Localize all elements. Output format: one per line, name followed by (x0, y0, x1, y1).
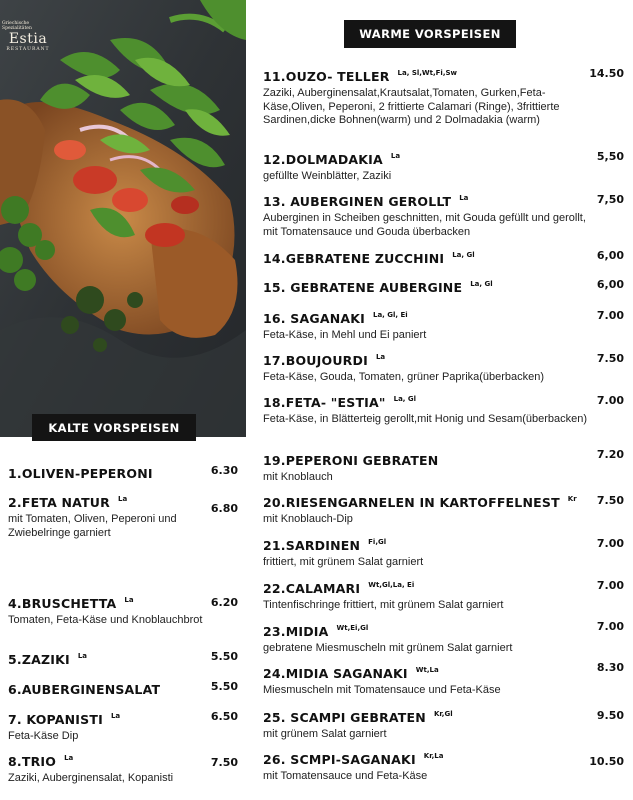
item-name: 13. AUBERGINEN GEROLLT (263, 194, 452, 209)
menu-item (263, 663, 593, 698)
item-price: 5,50 (596, 150, 624, 163)
item-description: Feta-Käse, in Mehl und Ei paniert (263, 329, 427, 341)
item-allergens: La (64, 754, 74, 762)
item-allergens: La (117, 495, 128, 503)
item-price: 7.00 (596, 620, 624, 633)
item-price: 6,00 (596, 278, 624, 291)
menu-item (263, 191, 593, 239)
item-price: 6.80 (210, 502, 238, 515)
item-description: Zaziki, Auberginensalat, Kopanisti (8, 772, 174, 784)
item-name: 22.CALAMARI (263, 581, 361, 596)
menu-item (263, 621, 593, 656)
restaurant-logo (2, 6, 54, 66)
item-price: 7.50 (210, 756, 238, 769)
item-description: mit Knoblauch (263, 471, 333, 483)
item-description: mit Tomaten, Oliven, Peperoni und Zwiebelringe garniert (8, 513, 177, 539)
menu-item (8, 649, 203, 668)
item-name: 8.TRIO (8, 754, 57, 769)
item-name: 16. SAGANAKI (263, 311, 365, 326)
item-description: Zaziki, Auberginensalat,Krautsalat,Tomaten, Gurken,Feta-Käse,Oliven, Peperoni, 2 frittierte Calamari (Ringe), 3frittierte Sardinen,dicke Bohnen(warm) und 2 Dolmadakia (warm) (263, 87, 560, 126)
kalte-vorspeisen-heading: KALTE VORSPEISEN (32, 414, 196, 441)
item-name: 12.DOLMADAKIA (263, 152, 383, 167)
item-allergens: La, Gl (470, 280, 493, 288)
item-price: 10.50 (589, 755, 624, 768)
item-allergens: La (390, 152, 401, 160)
item-name: 11.OUZO- TELLER (263, 69, 390, 84)
item-name: 1.OLIVEN-PEPERONI (8, 466, 153, 481)
item-name: 26. SCMPI-SAGANAKI (263, 752, 416, 767)
item-allergens: Kr,Gl (433, 710, 453, 718)
item-price: 7.00 (596, 309, 624, 322)
item-price: 8.30 (596, 661, 624, 674)
menu-item (263, 392, 593, 427)
logo-main-text: Estia (8, 30, 48, 47)
menu-item (263, 308, 593, 343)
item-allergens: La, Gl (393, 395, 417, 403)
item-price: 7.00 (596, 579, 624, 592)
item-name: 17.BOUJOURDI (263, 353, 368, 368)
menu-item (8, 679, 203, 698)
item-name: 20.RIESENGARNELEN IN KARTOFFELNEST (263, 495, 560, 510)
item-name: 18.FETA- "ESTIA" (263, 395, 386, 410)
item-price: 7.50 (596, 494, 624, 507)
item-price: 9.50 (596, 709, 624, 722)
menu-item (263, 492, 593, 527)
item-name: 21.SARDINEN (263, 538, 361, 553)
item-allergens: La, Sl,Wt,Fi,Sw (397, 69, 458, 77)
menu-item (263, 707, 593, 742)
item-description: Tintenfischringe frittiert, mit grünem Salat garniert (263, 599, 504, 611)
item-description: Feta-Käse, in Blätterteig gerollt,mit Honig und Sesam(überbacken) (263, 413, 588, 425)
menu-item (8, 593, 203, 628)
item-name: 23.MIDIA (263, 624, 329, 639)
item-price: 6.20 (210, 596, 238, 609)
item-name: 25. SCAMPI GEBRATEN (263, 710, 426, 725)
item-price: 14.50 (589, 67, 624, 80)
menu-item (8, 751, 203, 786)
item-name: 2.FETA NATUR (8, 495, 110, 510)
item-name: 15. GEBRATENE AUBERGINE (263, 280, 463, 295)
item-description: mit grünem Salat garniert (263, 728, 387, 740)
item-allergens: Fi,Gl (368, 538, 387, 546)
item-allergens: La, Gl (452, 251, 475, 259)
menu-item (263, 578, 593, 613)
item-description: Feta-Käse, Gouda, Tomaten, grüner Paprika(überbacken) (263, 371, 545, 383)
item-price: 7,50 (596, 193, 624, 206)
item-name: 6.AUBERGINENSALAT (8, 682, 161, 697)
item-name: 5.ZAZIKI (8, 652, 70, 667)
item-name: 4.BRUSCHETTA (8, 596, 117, 611)
menu-item (8, 709, 203, 744)
menu-item (8, 463, 203, 482)
item-price: 7.50 (596, 352, 624, 365)
menu-item (263, 535, 593, 570)
item-price: 7.20 (596, 448, 624, 461)
item-price: 7.00 (596, 394, 624, 407)
menu-item (263, 248, 593, 267)
item-allergens: Kr (567, 495, 577, 503)
menu-item (263, 749, 593, 784)
item-price: 6.50 (210, 710, 238, 723)
item-name: 24.MIDIA SAGANAKI (263, 666, 408, 681)
item-name: 14.GEBRATENE ZUCCHINI (263, 251, 445, 266)
warme-vorspeisen-heading: WARME VORSPEISEN (344, 20, 516, 48)
item-allergens: Wt,Ei,Gl (336, 624, 369, 632)
item-allergens: Wt,Gl,La, Ei (368, 581, 415, 589)
item-description: Miesmuscheln mit Tomatensauce und Feta-Käse (263, 684, 501, 696)
item-price: 6,00 (596, 249, 624, 262)
menu-item (263, 450, 593, 485)
item-price: 7.00 (596, 537, 624, 550)
item-description: mit Tomatensauce und Feta-Käse (263, 770, 428, 782)
menu-item (8, 492, 203, 540)
logo-top-text: Griechische Spezialitäten (2, 20, 32, 31)
item-description: frittiert, mit grünem Salat garniert (263, 556, 424, 568)
item-description: gebratene Miesmuscheln mit grünem Salat garniert (263, 642, 513, 654)
item-allergens: Kr,La (423, 752, 444, 760)
item-name: 19.PEPERONI GEBRATEN (263, 453, 439, 468)
logo-bottom-text: RESTAURANT (6, 46, 50, 52)
item-price: 5.50 (210, 650, 238, 663)
item-price: 5.50 (210, 680, 238, 693)
food-photo (0, 0, 246, 437)
item-allergens: La, Gl, Ei (372, 311, 408, 319)
menu-item (263, 350, 593, 385)
menu-item (263, 66, 593, 128)
item-description: Feta-Käse Dip (8, 730, 79, 742)
item-allergens: Wt,La (415, 666, 439, 674)
item-allergens: La (375, 353, 386, 361)
item-allergens: La (110, 712, 121, 720)
item-description: Auberginen in Scheiben geschnitten, mit Gouda gefüllt und gerollt, mit Tomatensauce und Gouda überbacken (263, 212, 586, 238)
item-allergens: La (77, 652, 88, 660)
item-allergens: La (459, 194, 469, 202)
menu-item (263, 149, 593, 184)
item-description: mit Knoblauch-Dip (263, 513, 353, 525)
item-description: gefüllte Weinblätter, Zaziki (263, 170, 392, 182)
item-name: 7. KOPANISTI (8, 712, 103, 727)
item-description: Tomaten, Feta-Käse und Knoblauchbrot (8, 614, 203, 626)
item-price: 6.30 (210, 464, 238, 477)
menu-item (263, 277, 593, 296)
item-allergens: La (124, 596, 134, 604)
